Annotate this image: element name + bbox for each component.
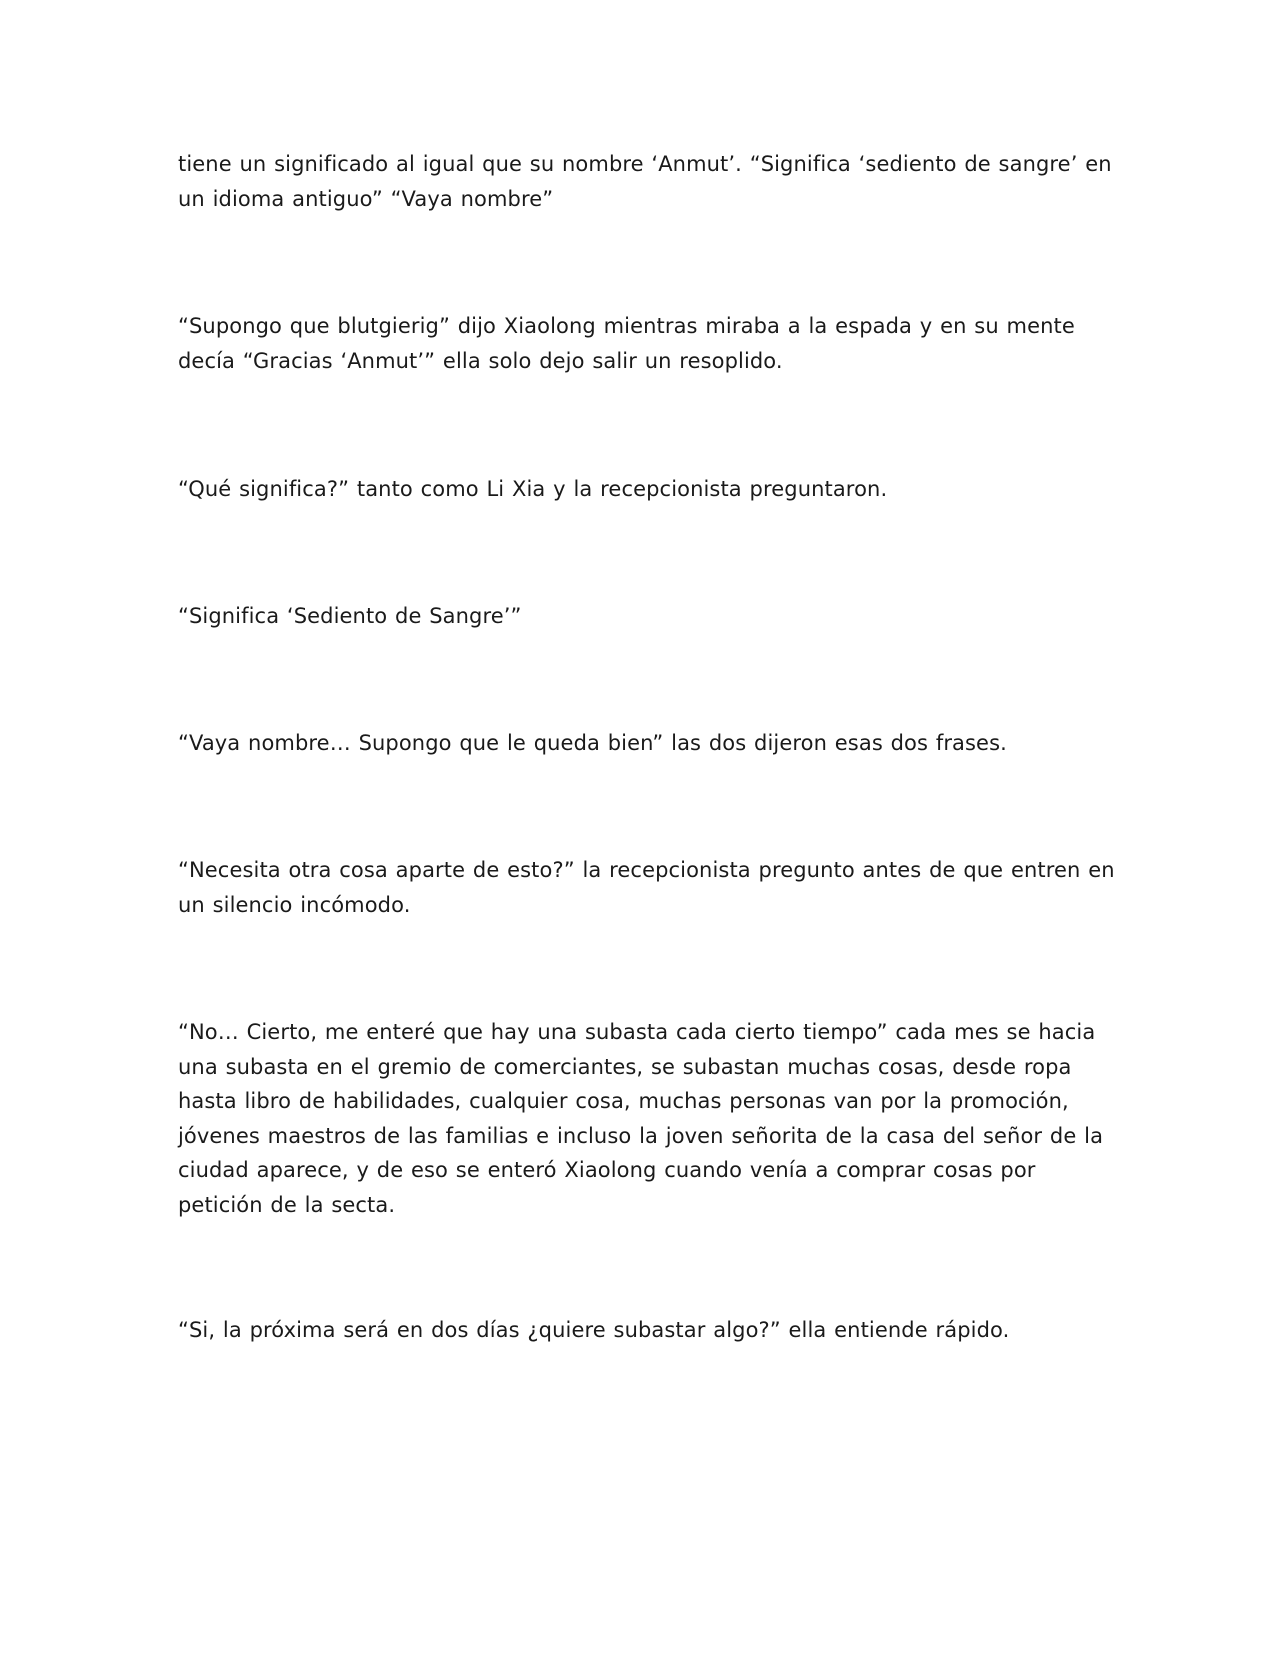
paragraph: “Significa ‘Sediento de Sangre’” xyxy=(178,604,522,628)
paragraph: “Supongo que blutgierig” dijo Xiaolong mientras miraba a la espada y en su mente decía “Gracias ‘Anmut’” ella solo dejo salir un resoplido. xyxy=(178,314,1075,373)
paragraph: tiene un significado al igual que su nombre ‘Anmut’. “Significa ‘sediento de sangre’ en un idioma antiguo” “Vaya nombre” xyxy=(178,152,1112,211)
paragraph: “Qué significa?” tanto como Li Xia y la recepcionista preguntaron. xyxy=(178,477,888,501)
paragraph: “Si, la próxima será en dos días ¿quiere subastar algo?” ella entiende rápido. xyxy=(178,1318,1010,1342)
paragraph: “No… Cierto, me enteré que hay una subasta cada cierto tiempo” cada mes se hacia una subasta en el gremio de comerciantes, se subastan muchas cosas, desde ropa hasta libro de habilidades, cualquier cosa, muchas personas van por la promoción, jóvenes maestros de las familias e incluso la joven señorita de la casa del señor de la ciudad aparece, y de eso se enteró Xiaolong cuando venía a comprar cosas por petición de la secta. xyxy=(178,1020,1104,1217)
paragraph: “Vaya nombre… Supongo que le queda bien” las dos dijeron esas dos frases. xyxy=(178,731,1007,755)
paragraph: “Necesita otra cosa aparte de esto?” la recepcionista pregunto antes de que entren en un silencio incómodo. xyxy=(178,858,1115,917)
